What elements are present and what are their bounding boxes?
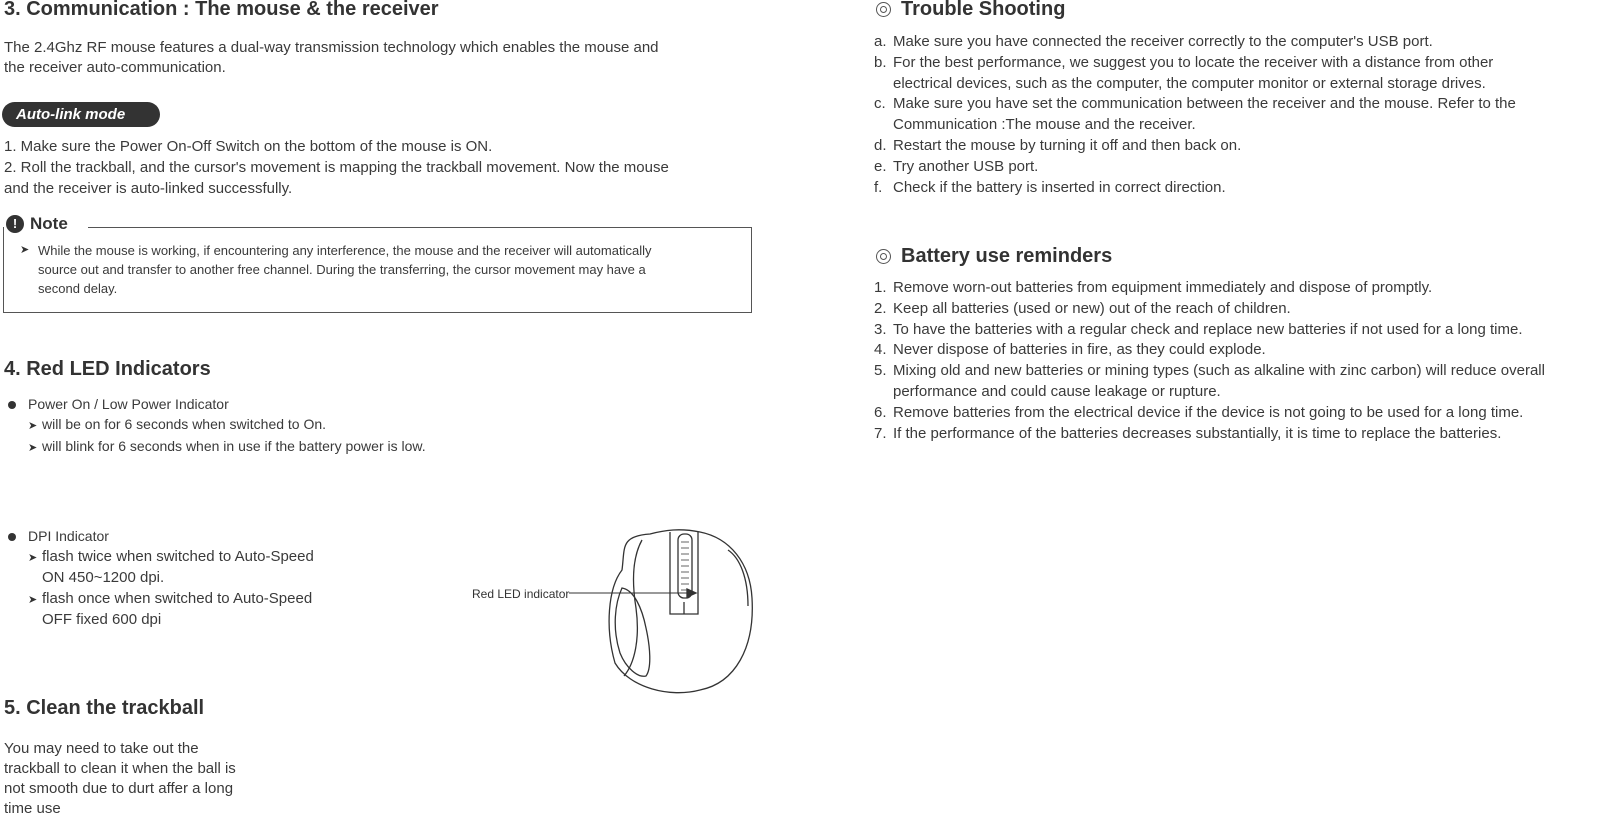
battery-item-text: Keep all batteries (used or new) out of the reach of children. xyxy=(893,299,1291,317)
section-title-led: 4. Red LED Indicators xyxy=(4,358,211,380)
trouble-item-text: Communication :The mouse and the receiver. xyxy=(893,116,1196,134)
battery-item xyxy=(874,361,1545,382)
trouble-item-label xyxy=(874,74,893,95)
trouble-item-label: e. xyxy=(874,157,887,175)
note-text xyxy=(20,241,651,298)
battery-item xyxy=(874,299,1545,320)
comm-step-2b: and the receiver is auto-linked successfully. xyxy=(4,180,293,197)
trouble-item-text: Make sure you have set the communication between the receiver and the mouse. Refer to the xyxy=(893,95,1516,113)
battery-item xyxy=(874,382,1545,403)
dpi-indicator-item-1b: ON 450~1200 dpi. xyxy=(42,569,165,586)
trouble-item-label xyxy=(874,115,893,136)
auto-link-mode-badge: Auto-link mode xyxy=(2,102,160,127)
battery-item-text: If the performance of the batteries decreases substantially, it is time to replace the batteries. xyxy=(893,424,1502,442)
chevron-right-icon: ➤ xyxy=(28,593,38,606)
comm-intro-line-1: The 2.4Ghz RF mouse features a dual-way transmission technology which enables the mouse and xyxy=(4,39,659,56)
dpi-indicator-block xyxy=(8,526,314,631)
battery-item xyxy=(874,403,1545,424)
circle-bullet-icon xyxy=(876,249,891,264)
trouble-item xyxy=(874,157,1516,178)
comm-step-1: 1. Make sure the Power On-Off Switch on the bottom of the mouse is ON. xyxy=(4,138,493,155)
trouble-item-label: a. xyxy=(874,33,887,50)
section-title-battery: Battery use reminders xyxy=(876,245,1112,268)
dpi-indicator-head: DPI Indicator xyxy=(8,526,314,547)
battery-item xyxy=(874,424,1545,445)
trouble-item-text: Check if the battery is inserted in correct direction. xyxy=(893,178,1226,196)
chevron-right-icon: ➤ xyxy=(28,551,38,564)
circle-bullet-icon xyxy=(876,2,891,17)
battery-item-label: 5. xyxy=(874,362,887,380)
trouble-item xyxy=(874,74,1516,95)
battery-item-label: 2. xyxy=(874,299,887,317)
note-line-3: second delay. xyxy=(38,281,118,296)
battery-item-text: Remove batteries from the electrical device if the device is not going to be used for a long time. xyxy=(893,403,1524,421)
battery-item xyxy=(874,320,1545,341)
battery-item-label xyxy=(874,382,893,403)
battery-item-label: 3. xyxy=(874,320,887,338)
battery-item xyxy=(874,278,1545,299)
trouble-item xyxy=(874,136,1516,157)
dpi-indicator-item-2: ➤ flash once when switched to Auto-Speed xyxy=(8,589,314,611)
chevron-right-icon: ➤ xyxy=(28,442,38,454)
trouble-item-label: c. xyxy=(874,95,886,113)
trouble-item xyxy=(874,32,1516,53)
power-indicator-head: Power On / Low Power Indicator xyxy=(8,394,426,414)
chevron-right-icon: ➤ xyxy=(20,244,30,256)
battery-item-text: To have the batteries with a regular check and replace new batteries if not used for a long time. xyxy=(893,320,1523,338)
battery-item-label: 4. xyxy=(874,341,887,359)
battery-list xyxy=(874,278,1545,444)
section-title-trouble: Trouble Shooting xyxy=(876,0,1065,21)
comm-intro-line-2: the receiver auto-communication. xyxy=(4,59,226,76)
exclamation-icon: ! xyxy=(6,215,24,233)
section-title-communication: 3. Communication : The mouse & the receiver xyxy=(4,0,439,20)
red-led-callout-label: Red LED indicator xyxy=(472,587,570,601)
trouble-list xyxy=(874,32,1516,198)
note-header xyxy=(6,214,68,234)
trouble-item xyxy=(874,94,1516,115)
trouble-item-label: b. xyxy=(874,53,887,71)
trouble-item-text: Restart the mouse by turning it off and then back on. xyxy=(893,136,1242,154)
comm-step-2a: 2. Roll the trackball, and the cursor's movement is mapping the trackball movement. Now the mouse xyxy=(4,159,669,176)
trouble-item-text: electrical devices, such as the computer, the computer monitor or external storage drives. xyxy=(893,74,1486,92)
trouble-item-text: Try another USB port. xyxy=(893,157,1039,175)
note-line-2: source out and transfer to another free channel. During the transferring, the cursor movement may have a xyxy=(38,262,646,277)
dpi-indicator-item-1: ➤ flash twice when switched to Auto-Speed xyxy=(8,547,314,569)
battery-item-label: 7. xyxy=(874,424,887,442)
battery-item xyxy=(874,340,1545,361)
trouble-item xyxy=(874,115,1516,136)
trouble-item-text: Make sure you have connected the receiver correctly to the computer's USB port. xyxy=(893,33,1433,50)
power-indicator-item-2: ➤ will blink for 6 seconds when in use if the battery power is low. xyxy=(8,436,426,458)
battery-item-label: 1. xyxy=(874,279,887,296)
section-title-clean: 5. Clean the trackball xyxy=(4,697,205,719)
power-indicator-item-1: ➤ will be on for 6 seconds when switched to On. xyxy=(8,414,426,436)
battery-item-text: Mixing old and new batteries or mining types (such as alkaline with zinc carbon) will reduce overall xyxy=(893,362,1545,380)
bullet-icon xyxy=(8,401,16,409)
trouble-item-label: d. xyxy=(874,136,887,154)
battery-item-text: performance and could cause leakage or rupture. xyxy=(893,382,1221,400)
chevron-right-icon: ➤ xyxy=(28,420,38,432)
bullet-icon xyxy=(8,533,16,541)
trouble-item xyxy=(874,53,1516,74)
battery-item-text: Remove worn-out batteries from equipment immediately and dispose of promptly. xyxy=(893,279,1433,296)
battery-item-label: 6. xyxy=(874,403,887,421)
power-indicator-block xyxy=(8,394,426,458)
trouble-item-label: f. xyxy=(874,178,883,196)
battery-item-text: Never dispose of batteries in fire, as they could explode. xyxy=(893,341,1266,359)
note-label: Note xyxy=(30,214,68,233)
note-line-1: While the mouse is working, if encountering any interference, the mouse and the receiver will automatically xyxy=(38,243,652,258)
dpi-indicator-item-2b: OFF fixed 600 dpi xyxy=(42,611,162,628)
trouble-item xyxy=(874,178,1516,199)
mouse-illustration xyxy=(560,528,780,708)
trouble-item-text: For the best performance, we suggest you to locate the receiver with a distance from other xyxy=(893,53,1494,71)
clean-text: You may need to take out the trackball to clean it when the ball is not smooth due to durt affer a long time use xyxy=(4,740,236,817)
